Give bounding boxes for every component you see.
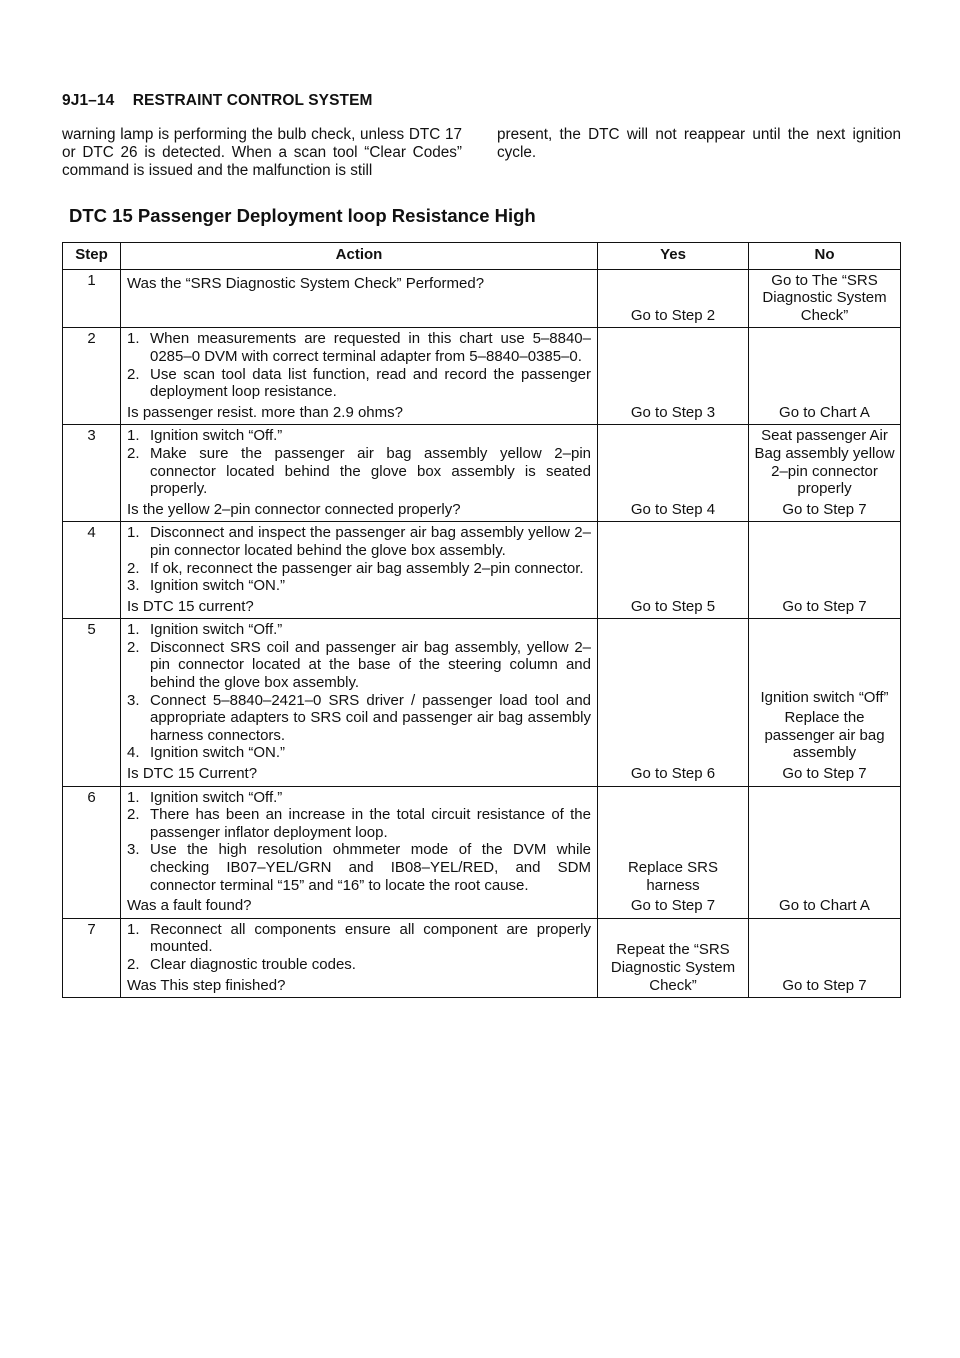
action-item — [127, 330, 591, 365]
action-item-text: Disconnect SRS coil and passenger air bag assembly, yellow 2–pin connector located at the base of the steering column and behind the glove box assembly. — [150, 638, 591, 692]
action-list — [127, 330, 591, 400]
section-title: RESTRAINT CONTROL SYSTEM — [132, 92, 373, 109]
action-item-number: 4. — [127, 744, 140, 762]
action-item-number: 1. — [127, 330, 140, 348]
action-item-text: If ok, reconnect the passenger air bag assembly 2–pin connector. — [150, 559, 584, 577]
yes-cell — [598, 918, 749, 997]
yes-cell — [598, 425, 749, 522]
no-result-text: Go to Step 7 — [782, 976, 867, 994]
action-item — [127, 789, 591, 807]
action-item-number: 2. — [127, 638, 140, 656]
action-question: Is the yellow 2–pin connector connected properly? — [127, 500, 461, 518]
action-item-number: 2. — [127, 806, 140, 824]
action-item-number: 1. — [127, 524, 140, 542]
action-item-text: Ignition switch “Off.” — [150, 427, 283, 445]
yes-result-text: Go to Step 2 — [630, 306, 716, 324]
table-row — [63, 522, 901, 619]
action-item-text: Use scan tool data list function, read and record the passenger deployment loop resistance. — [150, 365, 591, 401]
action-item-text: Ignition switch “Off.” — [150, 621, 283, 639]
action-item — [127, 639, 591, 692]
yes-result-text: Go to Step 6 — [630, 765, 716, 783]
yes-result-text: Replace SRS harness — [627, 859, 719, 894]
section-number: 9J1–14 — [62, 92, 115, 109]
action-item — [127, 366, 591, 401]
action-cell — [121, 425, 598, 522]
yes-cell — [598, 786, 749, 918]
action-item-number: 1. — [127, 427, 140, 445]
no-cell — [749, 918, 901, 997]
step-number: 1 — [63, 269, 121, 328]
table-row — [63, 328, 901, 425]
action-item-number: 2. — [127, 559, 140, 577]
step-number: 6 — [63, 786, 121, 918]
yes-result-text: Go to Step 4 — [630, 500, 716, 518]
action-question: Was a fault found? — [127, 897, 252, 915]
action-cell — [121, 328, 598, 425]
table-row — [63, 786, 901, 918]
action-list — [127, 789, 591, 895]
no-result-text: Go to Chart A — [779, 897, 870, 915]
table-row — [63, 619, 901, 786]
action-list — [127, 524, 591, 594]
action-item — [127, 692, 591, 745]
action-item-text: Ignition switch “ON.” — [150, 744, 286, 762]
no-result-text: Go to Step 7 — [782, 597, 867, 615]
table-header-row — [63, 243, 901, 270]
action-list — [127, 427, 591, 497]
header-action: Action — [121, 243, 598, 270]
action-item-number: 2. — [127, 444, 140, 462]
header-no: No — [749, 243, 901, 270]
no-cell — [749, 786, 901, 918]
action-item-number: 1. — [127, 788, 140, 806]
action-item-text: Connect 5–8840–2421–0 SRS driver / passenger load tool and appropriate adapters to SRS coil and passenger air bag assembly harness connectors. — [150, 691, 591, 744]
yes-cell — [598, 269, 749, 328]
action-item-text: Reconnect all components ensure all component are properly mounted. — [150, 920, 591, 956]
step-number: 7 — [63, 918, 121, 997]
table-row — [63, 269, 901, 328]
yes-result-text: Go to Step 3 — [630, 403, 716, 421]
action-cell — [121, 786, 598, 918]
action-item-text: There has been an increase in the total circuit resistance of the passenger inflator deployment loop. — [150, 806, 591, 841]
yes-result-text: Repeat the “SRS Diagnostic System Check” — [610, 941, 736, 994]
action-item-number: 1. — [127, 621, 140, 639]
no-result-text: Replace the passenger air bag assembly — [764, 709, 885, 762]
action-item-number: 3. — [127, 691, 140, 709]
action-question: Was This step finished? — [127, 976, 286, 994]
action-item — [127, 445, 591, 498]
intro-text-right: present, the DTC will not reappear until the next ignition cycle. — [497, 126, 901, 161]
action-item-number: 1. — [127, 920, 140, 938]
action-item — [127, 841, 591, 894]
action-cell — [121, 619, 598, 786]
action-question: Is DTC 15 current? — [127, 597, 254, 615]
table-row — [63, 918, 901, 997]
action-item — [127, 524, 591, 559]
action-item — [127, 577, 591, 595]
no-result-text: Go to Step 7 — [782, 765, 867, 783]
action-item-text: When measurements are requested in this chart use 5–8840–0285–0 DVM with correct terminal adapter from 5–8840–0385–0. — [150, 330, 591, 365]
action-item-number: 3. — [127, 577, 140, 595]
diagnostic-table — [62, 242, 901, 998]
table-body — [63, 269, 901, 998]
action-item — [127, 806, 591, 841]
no-cell — [749, 425, 901, 522]
action-item-text: Disconnect and inspect the passenger air bag assembly yellow 2–pin connector located behind the glove box assembly. — [150, 524, 591, 559]
action-list — [127, 921, 591, 974]
action-item — [127, 956, 591, 974]
action-item — [127, 921, 591, 956]
yes-cell — [598, 522, 749, 619]
header-yes: Yes — [598, 243, 749, 270]
intro-text-left: warning lamp is performing the bulb check, unless DTC 17 or DTC 26 is detected. When a scan tool “Clear Codes” command is issued and the malfunction is still — [62, 126, 462, 179]
action-cell — [121, 269, 598, 328]
action-item-number: 3. — [127, 841, 140, 859]
no-result-text: Go to Chart A — [779, 403, 870, 421]
yes-cell — [598, 619, 749, 786]
no-cell — [749, 522, 901, 619]
step-number: 2 — [63, 328, 121, 425]
step-number: 4 — [63, 522, 121, 619]
table-row — [63, 425, 901, 522]
action-item — [127, 621, 591, 639]
action-item-number: 2. — [127, 955, 140, 973]
step-number: 3 — [63, 425, 121, 522]
no-cell — [749, 619, 901, 786]
step-number: 5 — [63, 619, 121, 786]
action-item-text: Clear diagnostic trouble codes. — [150, 955, 356, 973]
dtc-title: DTC 15 Passenger Deployment loop Resistance High — [69, 205, 536, 226]
yes-result-text: Go to Step 5 — [630, 597, 716, 615]
action-item-text: Ignition switch “Off.” — [150, 788, 283, 806]
no-cell — [749, 328, 901, 425]
action-item — [127, 744, 591, 762]
action-item-text: Use the high resolution ohmmeter mode of the DVM while checking IB07–YEL/GRN and IB08–YEL/RED, and SDM connector terminal “15” and “16” to locate the root cause. — [150, 841, 591, 894]
action-question: Is DTC 15 Current? — [127, 765, 258, 783]
no-cell — [749, 269, 901, 328]
action-question: Is passenger resist. more than 2.9 ohms? — [127, 403, 403, 421]
action-item — [127, 560, 591, 578]
action-question: Was the “SRS Diagnostic System Check” Performed? — [127, 274, 485, 292]
action-item-text: Ignition switch “ON.” — [150, 577, 286, 595]
action-list — [127, 621, 591, 762]
header-step: Step — [63, 243, 121, 270]
no-result-text: Seat passenger Air Bag assembly yellow 2–pin connector properly — [754, 427, 895, 498]
action-item — [127, 427, 591, 445]
no-result-text: Go to The “SRS Diagnostic System Check” — [762, 271, 887, 324]
no-result-text: Go to Step 7 — [782, 500, 867, 518]
action-item-number: 2. — [127, 365, 140, 383]
page-header — [62, 92, 373, 110]
action-cell — [121, 522, 598, 619]
action-cell — [121, 918, 598, 997]
yes-result-text: Go to Step 7 — [630, 897, 716, 915]
action-item-text: Make sure the passenger air bag assembly yellow 2–pin connector located behind the glove box assembly is seated properly. — [150, 444, 591, 498]
yes-cell — [598, 328, 749, 425]
no-result-text: Ignition switch “Off” — [760, 688, 889, 706]
